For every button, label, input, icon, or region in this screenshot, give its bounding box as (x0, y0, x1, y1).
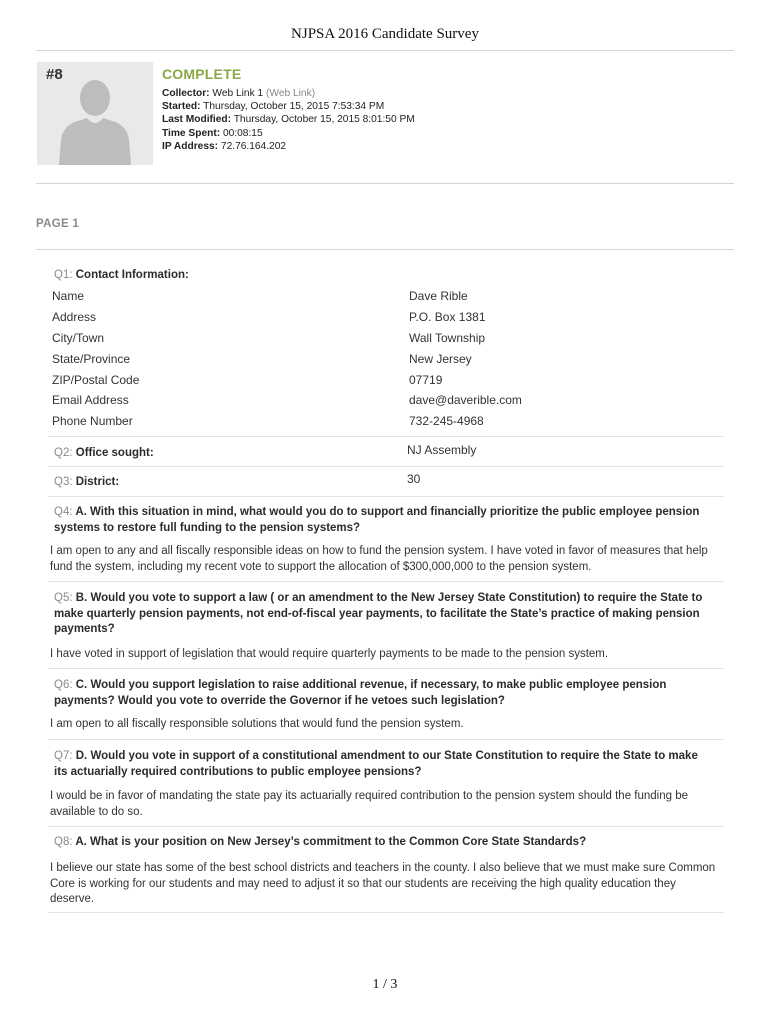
question-8 (54, 835, 714, 851)
question-text: D. Would you vote in support of a constitutional amendment to our State Constitution to require the State to make its actuarially required contributions to public employee pensions? (54, 750, 698, 778)
question-number: Q7: (54, 750, 73, 762)
document-title: NJPSA 2016 Candidate Survey (291, 26, 479, 42)
field-value: dave@daverible.com (409, 393, 522, 407)
divider (48, 436, 724, 437)
answer-value: 30 (407, 472, 421, 486)
field-value: New Jersey (409, 352, 472, 366)
question-text: B. Would you vote to support a law ( or an amendment to the New Jersey State Constitution) to require the State to make quarterly pension payments, not end-of-fiscal year payments, to facilitate the State’s practice of making pension payments? (54, 592, 703, 635)
answer-text: I am open to all fiscally responsible solutions that would fund the pension system. (50, 718, 464, 730)
field-label: Address (52, 310, 97, 324)
modified-value: Thursday, October 15, 2015 8:01:50 PM (233, 114, 415, 126)
ip-address-value: 72.76.164.202 (220, 140, 287, 152)
ip-address-label: IP Address: (162, 140, 219, 152)
question-4 (54, 505, 714, 536)
question-text: C. Would you support legislation to raise additional revenue, if necessary, to make public employee pension payments? Would you vote to override the Governor if he vetoes such legislation? (54, 679, 667, 707)
response-number: #8 (46, 66, 63, 83)
divider (36, 50, 734, 51)
started-label: Started: (162, 101, 201, 113)
divider (48, 826, 724, 827)
question-2 (54, 446, 714, 462)
answer-text: I believe our state has some of the best school districts and teachers in the county. I also believe that we must make sure Common Core is working for our students and may need to adjust it so that our students are receiving the high quality education they deserve. (50, 862, 716, 905)
field-label: State/Province (52, 352, 131, 366)
field-label: Email Address (52, 393, 129, 407)
answer-text: I am open to any and all fiscally responsible ideas on how to fund the pension system. I have voted in favor of measures that help fund the system, including my recent vote to support the allocation of $300,000,000 to the pension system. (50, 545, 708, 573)
field-value: Wall Township (409, 331, 486, 345)
divider (48, 496, 724, 497)
collector-value: Web Link 1 (212, 88, 264, 99)
question-text: Office sought: (75, 447, 154, 459)
question-5 (54, 591, 714, 638)
question-6 (54, 678, 714, 709)
modified-label: Last Modified: (162, 114, 232, 126)
answer-text: I would be in favor of mandating the state pay its actuarially required contribution to the pension system should the funding be available to do so. (50, 790, 688, 818)
page-indicator: 1 / 3 (372, 977, 398, 992)
field-value: 07719 (409, 373, 443, 387)
field-label: Name (52, 289, 85, 303)
status-badge: COMPLETE (162, 66, 242, 82)
page-label: PAGE 1 (36, 218, 80, 230)
divider (48, 466, 724, 467)
field-value: 732-245-4968 (409, 414, 484, 428)
time-spent-label: Time Spent: (162, 127, 221, 139)
question-number: Q1: (54, 269, 73, 281)
field-label: City/Town (52, 331, 105, 345)
response-metadata (162, 87, 415, 153)
field-label: Phone Number (52, 414, 133, 428)
divider (48, 739, 724, 740)
question-number: Q2: (54, 447, 73, 459)
question-number: Q3: (54, 476, 73, 488)
question-text: A. With this situation in mind, what would you do to support and financially prioritize the public employee pension systems to restore full funding to the pension systems? (54, 506, 700, 534)
field-label: ZIP/Postal Code (52, 373, 140, 387)
divider (48, 668, 724, 669)
question-3 (54, 475, 714, 491)
field-value: Dave Rible (409, 289, 468, 303)
question-1 (54, 268, 714, 284)
question-text: A. What is your position on New Jersey’s commitment to the Common Core State Standards? (75, 836, 587, 848)
question-number: Q6: (54, 679, 73, 691)
question-text: District: (75, 476, 120, 488)
question-7 (54, 749, 714, 780)
collector-label: Collector: (162, 88, 210, 99)
time-spent-value: 00:08:15 (222, 127, 263, 139)
divider (36, 249, 734, 250)
divider (36, 183, 734, 184)
field-value: P.O. Box 1381 (409, 310, 486, 324)
divider (48, 912, 724, 913)
question-number: Q8: (54, 836, 73, 848)
question-text: Contact Information: (75, 269, 189, 281)
collector-note: (Web Link) (266, 88, 316, 99)
started-value: Thursday, October 15, 2015 7:53:34 PM (203, 101, 385, 113)
answer-value: NJ Assembly (407, 443, 477, 457)
answer-text: I have voted in support of legislation that would require quarterly payments to be made to the pension system. (50, 648, 609, 660)
divider (48, 581, 724, 582)
question-number: Q5: (54, 592, 73, 604)
question-number: Q4: (54, 506, 73, 518)
